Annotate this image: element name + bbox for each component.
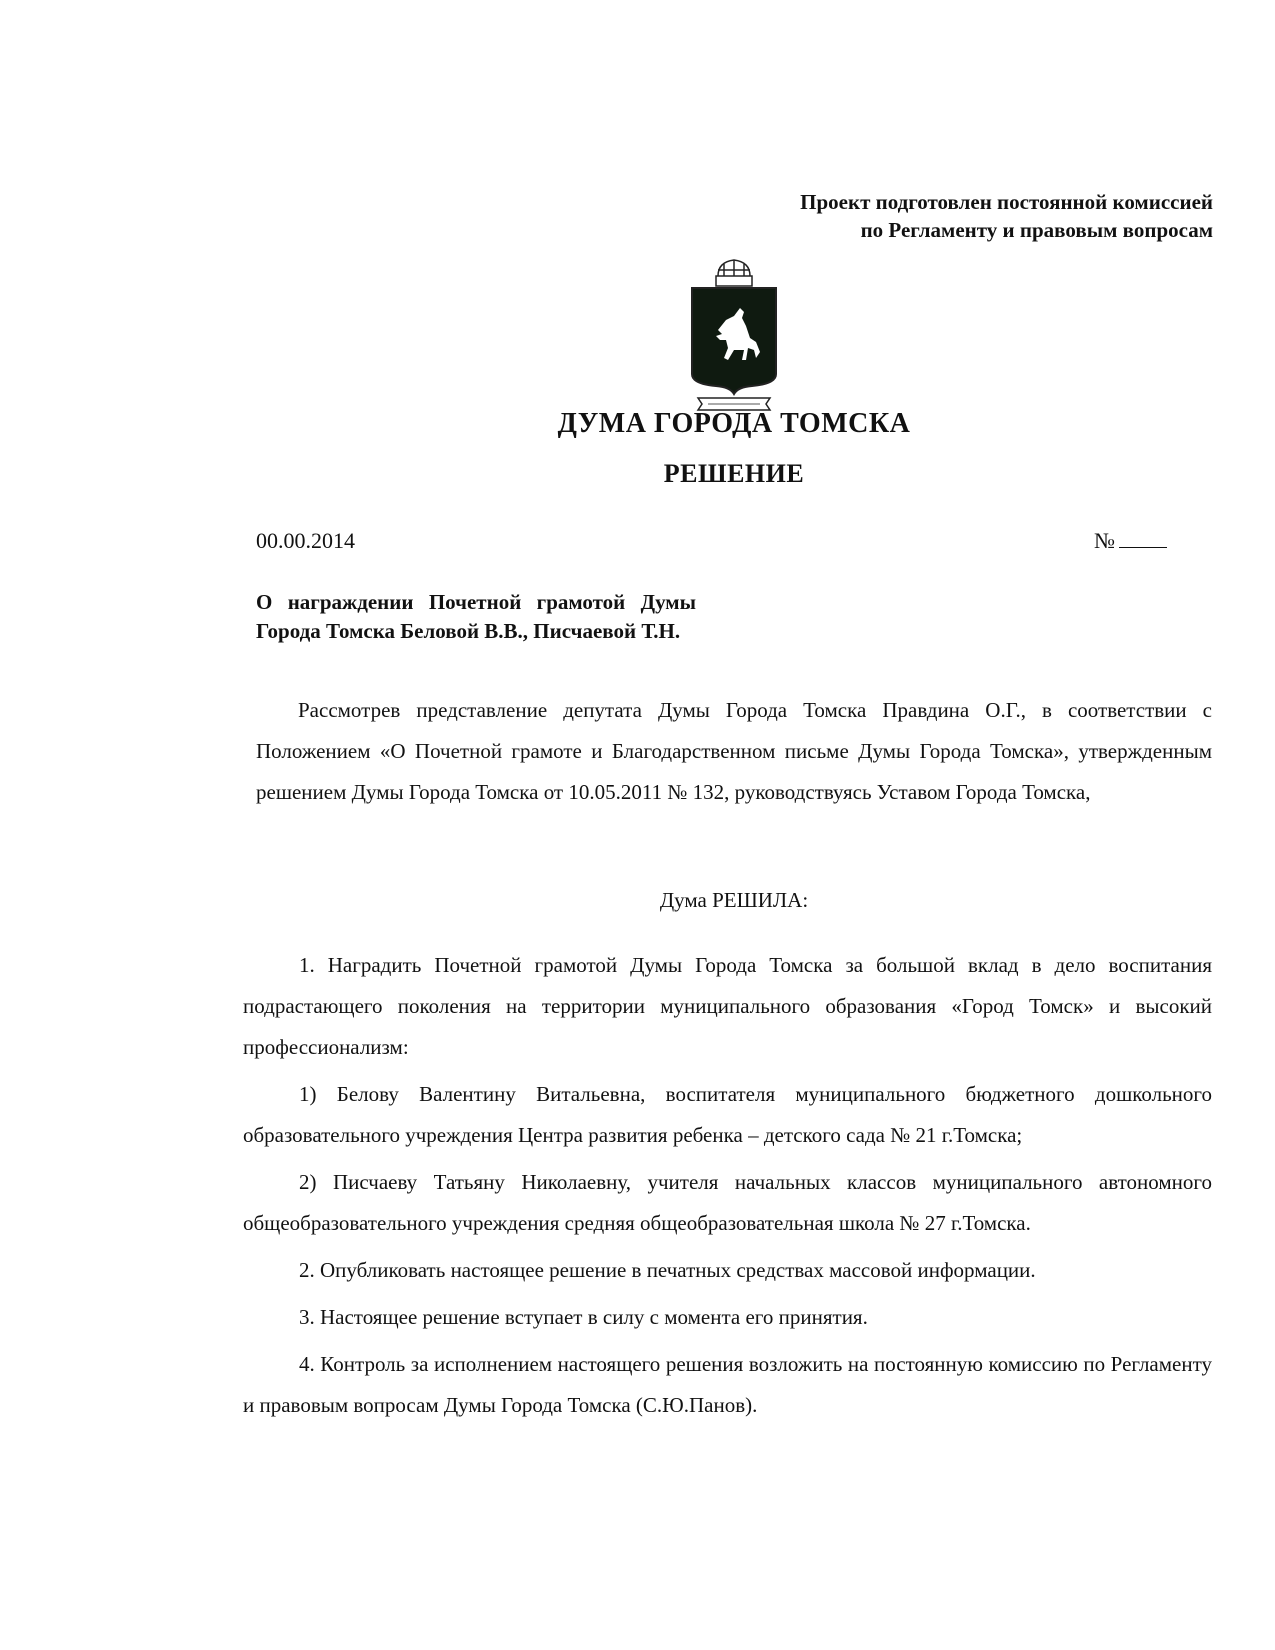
resolved-heading: Дума РЕШИЛА: — [659, 888, 809, 912]
number-label: № — [1094, 528, 1115, 553]
decision-title: РЕШЕНИЕ — [663, 459, 805, 488]
header-note-line2: по Регламенту и правовым вопросам — [860, 218, 1213, 242]
item-1-2: 2) Писчаеву Татьяну Николаевну, учителя начальных классов муниципального автономного общеобразовательного учреждения средняя общеобразовательная школа № 27 г.Томска. — [243, 1170, 1212, 1235]
item-1-1: 1) Белову Валентину Витальевна, воспитателя муниципального бюджетного дошкольного образовательного учреждения Центра развития ребенка – детского сада № 21 г.Томска; — [243, 1082, 1212, 1147]
item-2: 2. Опубликовать настоящее решение в печатных средствах массовой информации. — [299, 1258, 1036, 1282]
item-3: 3. Настоящее решение вступает в силу с момента его принятия. — [299, 1305, 868, 1329]
preamble: Рассмотрев представление депутата Думы Города Томска Правдина О.Г., в соответствии с Положением «О Почетной грамоте и Благодарственном письме Думы Города Томска», утвержденным решением Думы Города Томска от 10.05.2011 № 132, руководствуясь Уставом Города Томска, — [256, 698, 1212, 804]
decision-number — [1094, 528, 1167, 554]
item-1: 1. Наградить Почетной грамотой Думы Города Томска за большой вклад в дело воспитания подрастающего поколения на территории муниципального образования «Город Томск» и высокий профессионализм: — [243, 953, 1212, 1059]
header-note — [800, 188, 1213, 244]
decision-body — [243, 945, 1212, 1432]
decision-subject: О награждении Почетной грамотой Думы Города Томска Беловой В.В., Писчаевой Т.Н. — [256, 590, 696, 643]
org-title: ДУМА ГОРОДА ТОМСКА — [557, 408, 911, 439]
item-4: 4. Контроль за исполнением настоящего решения возложить на постоянную комиссию по Регламенту и правовым вопросам Думы Города Томска (С.Ю.Панов). — [243, 1352, 1212, 1417]
coat-of-arms-icon — [688, 256, 780, 414]
number-blank — [1119, 529, 1167, 548]
decision-date: 00.00.2014 — [256, 528, 355, 553]
header-note-line1: Проект подготовлен постоянной комиссией — [800, 190, 1213, 214]
